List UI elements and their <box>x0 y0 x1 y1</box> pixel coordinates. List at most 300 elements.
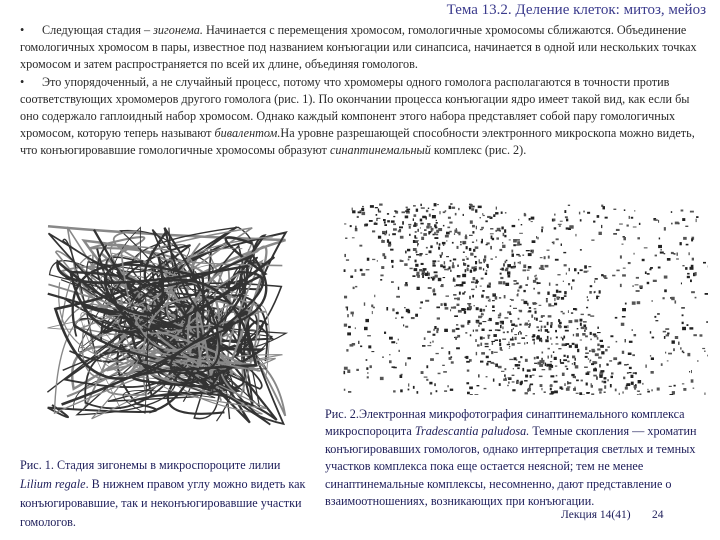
chromatin-speck <box>475 261 477 264</box>
chromatin-speck <box>680 347 682 349</box>
chromatin-speck <box>431 277 433 279</box>
chromatin-speck <box>450 260 452 262</box>
chromatin-speck <box>352 343 355 346</box>
chromatin-speck <box>499 297 501 298</box>
chromatin-speck <box>687 324 689 326</box>
chromatin-speck <box>557 296 560 300</box>
chromatin-speck <box>493 214 495 217</box>
chromatin-speck <box>436 390 438 392</box>
chromatin-speck <box>660 252 664 254</box>
chromatin-speck <box>706 321 708 323</box>
chromatin-speck <box>460 241 461 243</box>
chromatin-speck <box>542 369 546 370</box>
chromatin-speck <box>573 376 576 378</box>
chromatin-speck <box>347 314 349 317</box>
chromatin-speck <box>413 248 417 251</box>
chromatin-speck <box>647 391 650 393</box>
chromatin-speck <box>407 357 411 359</box>
chromatin-speck <box>559 327 561 329</box>
chromatin-speck <box>450 270 451 272</box>
chromatin-speck <box>517 241 520 244</box>
chromatin-speck <box>597 332 601 333</box>
chromatin-speck <box>476 239 477 241</box>
chromatin-speck <box>689 371 690 372</box>
chromatin-speck <box>577 328 579 329</box>
chromatin-speck <box>422 345 426 347</box>
chromatin-speck <box>408 224 411 226</box>
chromatin-speck <box>449 206 451 209</box>
chromatin-speck <box>594 280 595 283</box>
chromatin-speck <box>426 210 428 212</box>
chromatin-speck <box>631 375 634 378</box>
chromatin-speck <box>601 274 604 276</box>
chromatin-speck <box>691 265 694 267</box>
chromatin-speck <box>569 345 572 348</box>
chromatin-speck <box>444 269 447 271</box>
chromatin-speck <box>551 322 553 325</box>
chromatin-speck <box>556 238 559 240</box>
chromatin-speck <box>600 340 603 342</box>
slide-title: Тема 13.2. Деление клеток: митоз, мейоз <box>446 2 706 18</box>
chromatin-speck <box>375 207 378 208</box>
chromatin-speck <box>428 208 429 209</box>
chromatin-speck <box>486 376 488 377</box>
chromatin-speck <box>451 307 455 309</box>
chromatin-speck <box>445 235 449 238</box>
chromatin-speck <box>483 268 484 270</box>
chromatin-speck <box>508 342 509 344</box>
chromatin-speck <box>426 365 428 368</box>
chromatin-speck <box>392 308 394 311</box>
chromatin-speck <box>486 264 488 267</box>
chromatin-speck <box>594 335 598 337</box>
chromatin-speck <box>522 368 524 371</box>
chromatin-speck <box>413 218 414 221</box>
chromatin-speck <box>604 392 606 393</box>
lecture-label: Лекция 14(41) <box>561 509 631 521</box>
chromatin-speck <box>620 255 622 258</box>
chromatin-speck <box>503 332 505 334</box>
chromatin-speck <box>512 381 515 382</box>
chromatin-speck <box>393 390 396 392</box>
chromatin-speck <box>469 306 472 310</box>
chromatin-speck <box>465 269 467 272</box>
chromatin-speck <box>628 262 631 264</box>
chromatin-speck <box>620 284 622 287</box>
chromatin-speck <box>414 241 418 242</box>
chromatin-speck <box>447 227 450 229</box>
chromatin-speck <box>645 365 646 368</box>
body-text <box>20 22 710 160</box>
chromatin-speck <box>550 364 552 367</box>
chromatin-speck <box>567 361 569 363</box>
chromatin-speck <box>445 210 447 211</box>
chromatin-speck <box>504 235 506 237</box>
chromatin-speck <box>509 359 513 360</box>
chromatin-speck <box>670 394 674 395</box>
chromatin-speck <box>352 210 355 213</box>
chromatin-speck <box>583 211 585 213</box>
chromatin-speck <box>616 229 620 231</box>
chromatin-speck <box>554 381 557 383</box>
chromatin-speck <box>456 324 458 326</box>
chromatin-speck <box>693 388 695 389</box>
chromatin-speck <box>500 350 502 351</box>
chromatin-speck <box>535 311 537 314</box>
chromatin-speck <box>389 354 390 355</box>
chromatin-speck <box>470 220 473 223</box>
chromatin-speck <box>623 377 625 380</box>
chromatin-speck <box>584 367 588 369</box>
chromatin-speck <box>387 213 389 215</box>
chromatin-speck <box>518 262 520 264</box>
chromatin-speck <box>560 221 563 222</box>
chromatin-speck <box>427 331 431 333</box>
chromatin-speck <box>556 284 559 286</box>
chromatin-speck <box>498 281 502 284</box>
chromatin-speck <box>384 256 386 259</box>
chromatin-speck <box>414 268 418 271</box>
chromatin-speck <box>463 252 465 253</box>
chromatin-speck <box>514 334 517 335</box>
chromatin-speck <box>695 297 697 299</box>
chromatin-speck <box>601 351 604 354</box>
chromatin-speck <box>527 277 529 280</box>
chromatin-speck <box>509 239 511 240</box>
chromatin-speck <box>498 314 501 316</box>
chromatin-speck <box>587 296 588 298</box>
chromatin-speck <box>357 216 359 218</box>
chromatin-speck <box>619 224 623 225</box>
chromatin-speck <box>572 356 575 359</box>
chromatin-speck <box>541 358 543 360</box>
chromatin-speck <box>410 268 413 270</box>
chromatin-speck <box>405 210 409 212</box>
chromatin-speck <box>465 357 469 358</box>
chromatin-speck <box>657 313 660 315</box>
chromatin-speck <box>442 242 446 245</box>
chromatin-speck <box>588 358 589 359</box>
chromatin-speck <box>504 317 508 318</box>
chromatin-speck <box>502 242 503 243</box>
chromatin-speck <box>465 236 468 239</box>
chromatin-speck <box>408 310 411 313</box>
chromatin-speck <box>516 254 520 256</box>
chromatin-speck <box>470 253 473 256</box>
chromatin-speck <box>494 352 498 353</box>
chromatin-speck <box>423 233 427 236</box>
chromatin-speck <box>456 347 460 349</box>
chromatin-speck <box>691 291 695 293</box>
chromatin-speck <box>516 381 519 384</box>
chromatin-speck <box>527 324 531 325</box>
chromatin-speck <box>567 325 568 328</box>
chromatin-speck <box>607 364 609 366</box>
chromatin-speck <box>563 313 565 315</box>
chromatin-speck <box>652 389 653 391</box>
chromatin-speck <box>454 286 455 287</box>
chromatin-speck <box>633 227 637 228</box>
chromatin-speck <box>478 325 479 327</box>
chromatin-speck <box>613 209 616 210</box>
chromatin-speck <box>362 212 366 215</box>
chromatin-speck <box>674 253 676 254</box>
chromatin-speck <box>472 231 474 234</box>
chromatin-speck <box>551 355 552 358</box>
chromatin-speck <box>595 353 599 356</box>
chromatin-speck <box>534 341 535 344</box>
chromatin-speck <box>594 291 595 293</box>
chromatin-speck <box>596 376 598 379</box>
chromatin-speck <box>443 277 446 278</box>
chromatin-speck <box>481 295 484 298</box>
chromatin-speck <box>463 243 464 245</box>
chromatin-speck <box>635 284 639 285</box>
chromatin-speck <box>405 216 409 219</box>
chromatin-speck <box>627 225 629 227</box>
chromatin-speck <box>434 237 438 239</box>
chromatin-speck <box>650 331 651 333</box>
chromatin-speck <box>417 391 419 394</box>
chromatin-speck <box>537 292 540 294</box>
chromatin-speck <box>495 340 499 342</box>
chromatin-speck <box>556 375 558 377</box>
chromatin-speck <box>421 207 425 209</box>
chromatin-speck <box>476 307 479 310</box>
chromatin-speck <box>597 296 599 297</box>
chromatin-speck <box>696 216 698 218</box>
chromatin-speck <box>501 212 503 214</box>
chromatin-speck <box>539 321 542 322</box>
chromatin-speck <box>423 268 427 271</box>
chromatin-speck <box>551 343 552 345</box>
chromatin-speck <box>631 217 633 219</box>
chromatin-speck <box>475 246 479 249</box>
chromatin-speck <box>634 388 636 390</box>
chromatin-speck <box>460 244 462 245</box>
chromatin-speck <box>691 238 693 241</box>
chromatin-speck <box>472 242 474 244</box>
chromatin-speck <box>518 361 520 363</box>
chromatin-speck <box>676 258 679 259</box>
chromatin-speck <box>671 297 675 300</box>
chromatin-speck <box>574 362 576 365</box>
chromatin-speck <box>629 341 633 343</box>
chromatin-speck <box>408 256 411 258</box>
chromatin-speck <box>449 357 452 360</box>
chromatin-speck <box>629 372 632 373</box>
chromatin-speck <box>558 348 561 349</box>
chromatin-speck <box>429 214 431 217</box>
chromatin-speck <box>367 258 370 261</box>
chromatin-speck <box>499 249 502 251</box>
chromatin-speck <box>344 389 346 391</box>
chromatin-speck <box>528 310 531 312</box>
chromatin-speck <box>455 337 457 340</box>
chromatin-speck <box>444 304 447 307</box>
chromatin-speck <box>511 329 512 332</box>
chromatin-speck <box>524 301 528 304</box>
chromatin-speck <box>580 319 583 322</box>
chromatin-speck <box>559 225 561 227</box>
chromatin-speck <box>541 329 542 332</box>
chromatin-speck <box>480 229 483 230</box>
chromatin-speck <box>434 224 437 227</box>
chromatin-speck <box>366 359 368 361</box>
chromatin-speck <box>520 286 521 289</box>
chromatin-speck <box>549 283 551 286</box>
chromatin-speck <box>396 296 400 298</box>
chromatin-speck <box>532 339 535 341</box>
chromatin-speck <box>555 330 557 332</box>
chromatin-speck <box>491 258 493 259</box>
chromatin-speck <box>568 283 570 285</box>
chromatin-speck <box>567 386 570 387</box>
chromatin-speck <box>376 218 377 221</box>
chromatin-speck <box>440 255 442 257</box>
chromatin-speck <box>541 388 542 390</box>
chromatin-speck <box>667 258 671 261</box>
figure-1-caption: Рис. 1. Стадия зигонемы в микроспороците лилии Lilium regale. В нижнем правом углу можно видеть как конъюгировавшие, так и неконъюгировавшие участки гомологов. <box>20 458 306 529</box>
chromatin-speck <box>475 339 476 342</box>
chromatin-speck <box>687 273 690 275</box>
chromatin-speck <box>655 219 658 221</box>
chromatin-speck <box>446 240 447 241</box>
chromatin-speck <box>558 224 562 225</box>
chromatin-speck <box>579 392 582 395</box>
chromatin-speck <box>637 237 640 239</box>
chromatin-speck <box>468 320 471 323</box>
chromatin-speck <box>509 313 511 315</box>
chromatin-speck <box>395 318 396 319</box>
chromatin-speck <box>466 246 468 249</box>
chromatin-speck <box>507 331 509 333</box>
chromatin-speck <box>478 374 479 377</box>
chromatin-speck <box>667 360 669 361</box>
chromatin-speck <box>514 283 517 284</box>
chromatin-speck <box>686 244 689 246</box>
chromatin-speck <box>508 275 511 278</box>
chromatin-speck <box>494 363 495 365</box>
chromatin-speck <box>644 247 648 248</box>
chromatin-speck <box>665 352 666 354</box>
chromatin-speck <box>488 300 489 302</box>
chromatin-speck <box>663 297 665 299</box>
chromatin-speck <box>597 348 600 350</box>
chromatin-speck <box>622 391 623 393</box>
chromatin-speck <box>642 259 645 261</box>
chromatin-speck <box>495 296 498 299</box>
chromatin-speck <box>350 225 352 227</box>
chromatin-speck <box>525 284 528 286</box>
chromatin-speck <box>400 389 403 392</box>
chromatin-speck <box>507 271 510 274</box>
chromatin-speck <box>588 314 591 316</box>
chromatin-speck <box>584 327 587 330</box>
chromatin-speck <box>553 294 557 297</box>
chromatin-speck <box>483 215 485 216</box>
chromatin-speck <box>504 229 506 233</box>
chromatin-speck <box>616 341 618 343</box>
chromatin-speck <box>502 321 505 325</box>
chromatin-speck <box>500 322 502 324</box>
chromatin-speck <box>479 262 482 264</box>
chromatin-speck <box>381 240 385 243</box>
chromatin-speck <box>464 311 466 314</box>
chromatin-speck <box>368 345 371 348</box>
chromatin-speck <box>634 253 635 255</box>
chromatin-speck <box>655 255 657 257</box>
chromatin-speck <box>474 256 476 258</box>
chromatin-speck <box>564 295 567 297</box>
chromatin-speck <box>457 232 460 234</box>
chromatin-speck <box>496 237 499 239</box>
chromatin-speck <box>485 273 487 276</box>
chromatin-speck <box>422 273 424 274</box>
chromatin-speck <box>689 327 693 329</box>
chromatin-speck <box>615 317 618 319</box>
chromatin-speck <box>487 286 491 288</box>
chromatin-speck <box>425 300 429 302</box>
chromatin-speck <box>560 386 563 389</box>
chromatin-speck <box>427 345 431 346</box>
chromatin-speck <box>624 209 626 211</box>
chromatin-speck <box>672 340 675 343</box>
chromatin-speck <box>454 298 457 300</box>
chromatin-speck <box>418 229 419 232</box>
chromatin-speck <box>527 342 528 344</box>
chromatin-speck <box>457 275 461 277</box>
chromatin-speck <box>468 303 470 306</box>
chromatin-speck <box>554 214 555 216</box>
chromatin-speck <box>619 362 622 365</box>
chromatin-speck <box>540 338 542 340</box>
chromatin-speck <box>405 251 407 254</box>
chromatin-speck <box>669 386 672 387</box>
chromatin-speck <box>491 341 495 342</box>
chromatin-speck <box>358 341 359 344</box>
chromatin-speck <box>599 391 601 393</box>
chromatin-speck <box>691 370 692 373</box>
chromatin-speck <box>518 332 519 335</box>
chromatin-speck <box>472 225 475 228</box>
chromatin-speck <box>479 323 482 325</box>
chromatin-speck <box>377 218 380 219</box>
chromatin-speck <box>498 330 501 332</box>
chromatin-speck <box>683 237 687 240</box>
chromatin-speck <box>508 377 512 378</box>
chromatin-speck <box>525 359 528 362</box>
chromatin-speck <box>582 333 585 336</box>
chromatin-speck <box>517 290 519 292</box>
chromatin-speck <box>671 223 672 225</box>
chromatin-speck <box>483 337 485 339</box>
chromatin-speck <box>547 292 549 295</box>
chromatin-speck <box>593 221 595 223</box>
chromatin-speck <box>508 382 509 384</box>
chromatin-speck <box>540 265 543 269</box>
chromosome-micrograph-figure-1 <box>25 210 310 440</box>
chromatin-speck <box>493 379 495 382</box>
chromatin-speck <box>558 319 560 322</box>
chromatin-speck <box>564 210 566 213</box>
chromatin-speck <box>537 282 539 284</box>
chromatin-speck <box>394 210 396 212</box>
chromatin-speck <box>584 330 586 332</box>
chromatin-speck <box>598 388 602 390</box>
chromatin-speck <box>668 353 672 355</box>
chromatin-speck <box>532 240 536 243</box>
